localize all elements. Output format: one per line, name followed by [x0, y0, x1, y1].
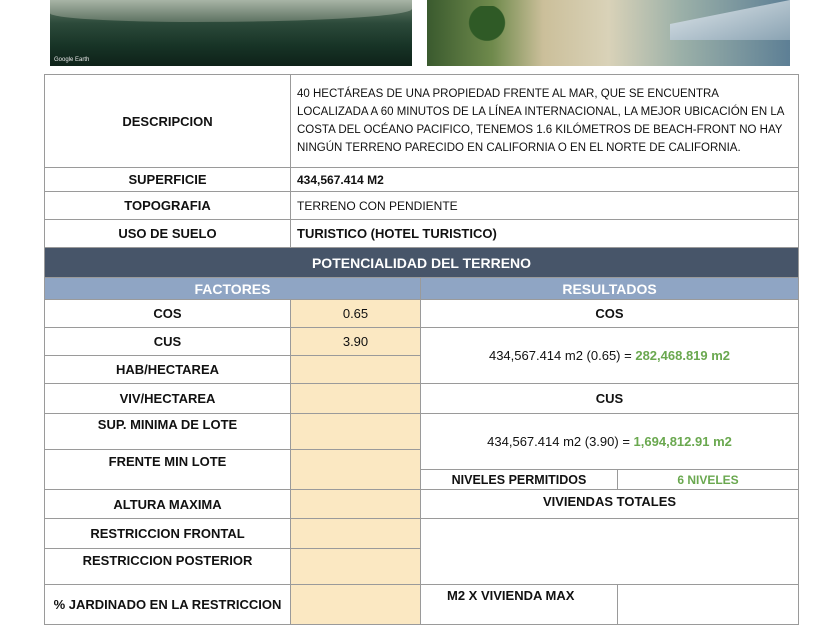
rfrontal-input[interactable]: [291, 519, 421, 549]
row-viv: [45, 384, 799, 414]
jardinado-input[interactable]: [291, 585, 421, 625]
sup-label: SUP. MINIMA DE LOTE: [45, 414, 291, 450]
cus-result-value: 1,694,812.91 m2: [633, 434, 732, 449]
property-sheet: [44, 74, 798, 625]
m2-vivienda-value: [618, 585, 799, 625]
row-topografia: [45, 192, 799, 220]
frente-input[interactable]: [291, 450, 421, 490]
google-earth-watermark: Google Earth: [54, 57, 90, 63]
row-superficie: [45, 168, 799, 192]
cos-input[interactable]: 0.65: [291, 300, 421, 328]
row-jardinado: [45, 585, 799, 625]
hab-input[interactable]: [291, 356, 421, 384]
cus-formula: 434,567.414 m2 (3.90) =: [487, 434, 630, 449]
niveles-value: 6 NIVELES: [618, 470, 799, 490]
frente-label: FRENTE MIN LOTE: [45, 450, 291, 490]
potencial-table: [44, 247, 799, 625]
property-info-table: [44, 74, 799, 248]
row-cus: [45, 328, 799, 356]
descripcion-label: DESCRIPCION: [45, 75, 291, 168]
rposterior-input[interactable]: [291, 549, 421, 585]
building-roof: [670, 0, 790, 40]
row-cos: [45, 300, 799, 328]
row-descripcion: [45, 75, 799, 168]
rfrontal-label: RESTRICCION FRONTAL: [45, 519, 291, 549]
property-photo: [427, 0, 790, 66]
mountain-ridge: [50, 0, 412, 22]
superficie-value: 434,567.414 M2: [291, 168, 799, 192]
cos-formula: 434,567.414 m2 (0.65) =: [488, 348, 632, 363]
jardinado-label: % JARDINADO EN LA RESTRICCION: [45, 585, 291, 625]
niveles-label: NIVELES PERMITIDOS: [421, 470, 618, 490]
sup-input[interactable]: [291, 414, 421, 450]
resultados-header: RESULTADOS: [421, 278, 799, 300]
viviendas-value: [421, 519, 799, 585]
rposterior-label: RESTRICCION POSTERIOR: [45, 549, 291, 585]
potencial-title: POTENCIALIDAD DEL TERRENO: [45, 248, 799, 278]
topografia-label: TOPOGRAFIA: [45, 192, 291, 220]
altura-label: ALTURA MAXIMA: [45, 490, 291, 519]
aerial-photo: [50, 0, 412, 66]
viv-input[interactable]: [291, 384, 421, 414]
superficie-label: SUPERFICIE: [45, 168, 291, 192]
m2-vivienda-label: M2 X VIVIENDA MAX: [421, 585, 618, 625]
uso-value: TURISTICO (HOTEL TURISTICO): [291, 220, 799, 248]
cos-label: COS: [45, 300, 291, 328]
viviendas-label: VIVIENDAS TOTALES: [421, 490, 799, 519]
cus-result-title: CUS: [421, 384, 799, 414]
cus-label: CUS: [45, 328, 291, 356]
cos-result: [421, 328, 799, 384]
row-uso-de-suelo: [45, 220, 799, 248]
row-altura: [45, 490, 799, 519]
hab-label: HAB/HECTAREA: [45, 356, 291, 384]
cus-input[interactable]: 3.90: [291, 328, 421, 356]
palm-tree: [467, 6, 507, 62]
topografia-value: TERRENO CON PENDIENTE: [291, 192, 799, 220]
factores-header: FACTORES: [45, 278, 421, 300]
row-sup: [45, 414, 799, 450]
cos-result-title: COS: [421, 300, 799, 328]
row-rfrontal: [45, 519, 799, 549]
viv-label: VIV/HECTAREA: [45, 384, 291, 414]
cus-result: [421, 414, 799, 470]
cos-result-value: 282,468.819 m2: [635, 348, 731, 363]
altura-input[interactable]: [291, 490, 421, 519]
descripcion-text: 40 HECTÁREAS DE UNA PROPIEDAD FRENTE AL MAR, QUE SE ENCUENTRA LOCALIZADA A 60 MINUTOS DE LA LÍNEA INTERNACIONAL, LA MEJOR UBICACIÓN EN LA COSTA DEL OCÉANO PACIFICO, TENEMOS 1.6 KILÓMETROS DE BEACH-FRONT NO HAY NINGÚN TERRENO PARECIDO EN CALIFORNIA O EN EL NORTE DE CALIFORNIA.: [291, 75, 799, 168]
uso-label: USO DE SUELO: [45, 220, 291, 248]
